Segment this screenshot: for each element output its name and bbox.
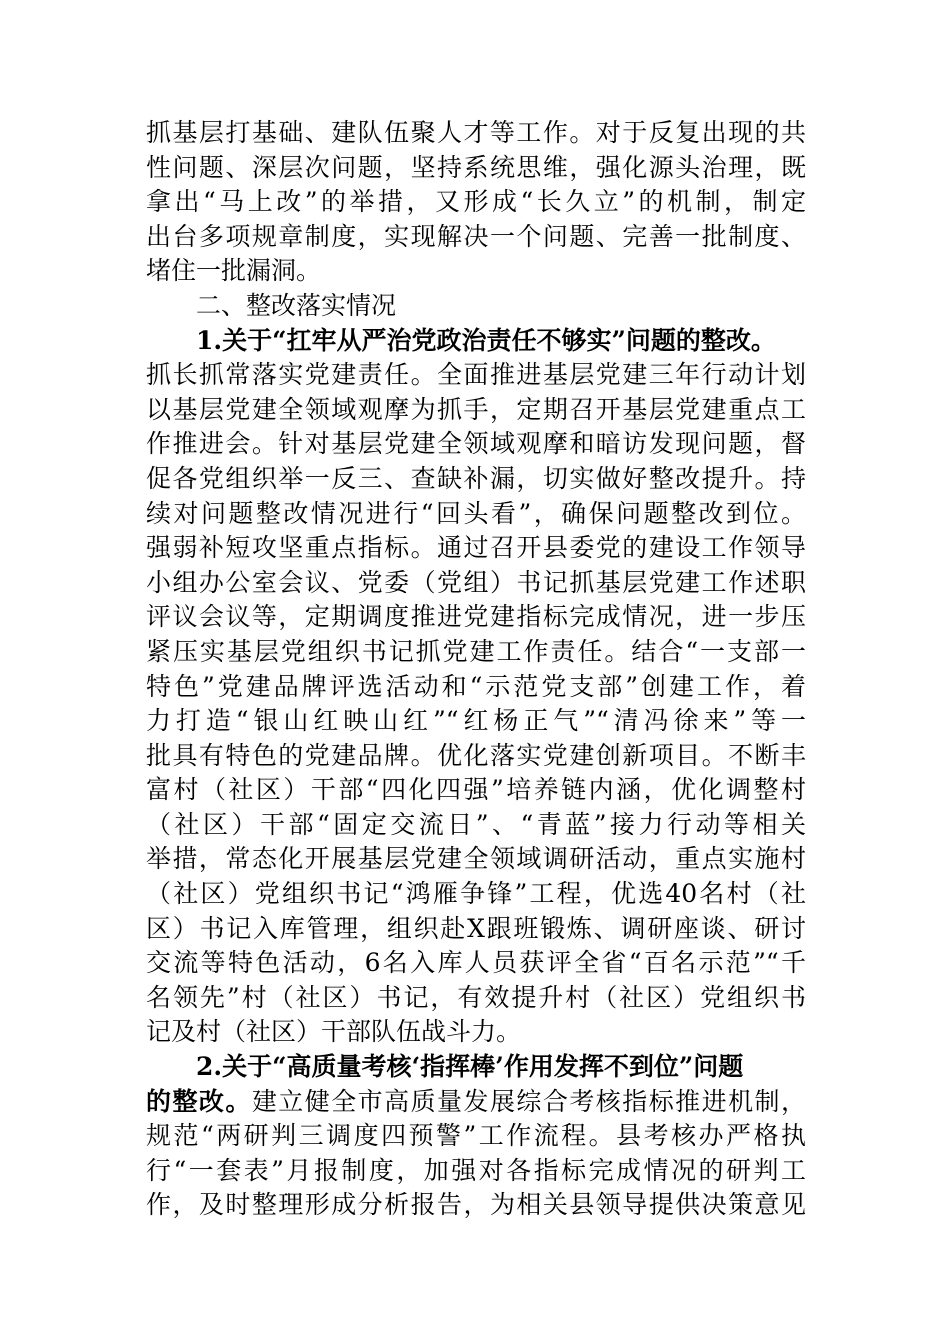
item1-line: 举措，常态化开展基层党建全领域调研活动，重点实施村	[146, 844, 806, 874]
item1-line: 区）书记入库管理，组织赴X跟班锻炼、调研座谈、研讨	[146, 913, 806, 943]
item1-line: 评议会议等，定期调度推进党建指标完成情况，进一步压	[146, 602, 806, 632]
item2-line: 行“一套表”月报制度，加强对各指标完成情况的研判工	[146, 1155, 806, 1185]
item1-line: 力打造“银山红映山红”“红杨正气”“清冯徐来”等一	[146, 706, 806, 736]
item2-title: 2.关于“高质量考核‘指挥棒’作用发挥不到位”问题	[196, 1052, 744, 1082]
item1-line: 强弱补短攻坚重点指标。通过召开县委党的建设工作领导	[146, 533, 806, 563]
paragraph1-line: 性问题、深层次问题，坚持系统思维，强化源头治理，既	[146, 152, 806, 182]
item1-title: 1.关于“扛牢从严治党政治责任不够实”问题的整改。	[196, 325, 776, 355]
item2-text-start: 建立健全市高质量发展综合考核指标推进机制，	[251, 1086, 806, 1116]
item1-line: 紧压实基层党组织书记抓党建工作责任。结合“一支部一	[146, 636, 806, 666]
item1-line: 名领先”村（社区）书记，有效提升村（社区）党组织书	[146, 982, 806, 1012]
item2-line: 规范“两研判三调度四预警”工作流程。县考核办严格执	[146, 1121, 806, 1151]
item1-line: 记及村（社区）干部队伍战斗力。	[146, 1017, 522, 1047]
item1-line: 促各党组织举一反三、查缺补漏，切实做好整改提升。持	[146, 463, 806, 493]
section-heading: 二、整改落实情况	[196, 290, 397, 320]
item2-title-end: 的整改。	[146, 1086, 252, 1116]
item1-line: 特色”党建品牌评选活动和“示范党支部”创建工作，着	[146, 671, 806, 701]
item2-title-continuation	[146, 1085, 806, 1120]
item1-line: （社区）干部“固定交流日”、“青蓝”接力行动等相关	[146, 809, 806, 839]
document-page	[146, 116, 806, 1223]
item1-line: 抓长抓常落实党建责任。全面推进基层党建三年行动计划	[146, 360, 806, 390]
item1-line: 作推进会。针对基层党建全领域观摩和暗访发现问题，督	[146, 429, 806, 459]
paragraph1-line: 堵住一批漏洞。	[146, 256, 322, 286]
paragraph1-line: 抓基层打基础、建队伍聚人才等工作。对于反复出现的共	[146, 118, 806, 147]
item1-line: （社区）党组织书记“鸿雁争锋”工程，优选40名村（社	[146, 879, 806, 909]
paragraph1-line: 拿出“马上改”的举措，又形成“长久立”的机制，制定	[146, 187, 806, 217]
item1-line: 批具有特色的党建品牌。优化落实党建创新项目。不断丰	[146, 740, 806, 770]
item1-line: 小组办公室会议、党委（党组）书记抓基层党建工作述职	[146, 567, 806, 597]
item1-line: 交流等特色活动，6名入库人员获评全省“百名示范”“千	[146, 948, 806, 978]
paragraph1-line: 出台多项规章制度，实现解决一个问题、完善一批制度、	[146, 221, 806, 251]
item1-line: 富村（社区）干部“四化四强”培养链内涵，优化调整村	[146, 775, 806, 805]
item1-line: 以基层党建全领域观摩为抓手，定期召开基层党建重点工	[146, 394, 806, 424]
item2-line: 作，及时整理形成分析报告，为相关县领导提供决策意见	[146, 1190, 806, 1220]
item1-line: 续对问题整改情况进行“回头看”，确保问题整改到位。	[146, 498, 806, 528]
